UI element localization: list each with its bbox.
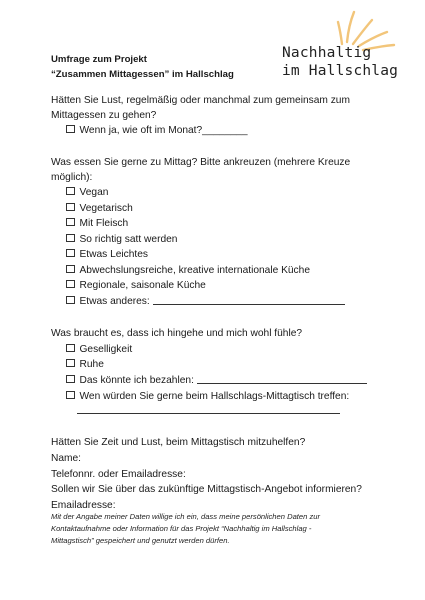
option-label: Vegetarisch bbox=[79, 203, 133, 214]
q1-option[interactable] bbox=[66, 124, 248, 138]
checkbox[interactable] bbox=[66, 280, 75, 289]
q2-option-vegetarisch[interactable] bbox=[66, 202, 133, 216]
email-label: Emailadresse: bbox=[51, 500, 116, 511]
option-label: Wen würden Sie gerne beim Hallschlags-Mittagtisch treffen: bbox=[79, 391, 350, 402]
survey-title bbox=[51, 52, 234, 82]
checkbox[interactable] bbox=[66, 249, 75, 258]
checkbox[interactable] bbox=[66, 265, 75, 274]
q2-option-anderes[interactable] bbox=[66, 295, 345, 309]
option-label: Etwas Leichtes bbox=[79, 249, 149, 260]
q3-option-geselligkeit[interactable] bbox=[66, 343, 132, 357]
q3-option-ruhe[interactable] bbox=[66, 358, 104, 372]
logo-line-1: Nachhaltig bbox=[282, 45, 372, 61]
treffen-answer-line[interactable] bbox=[77, 405, 340, 414]
checkbox[interactable] bbox=[66, 375, 75, 384]
option-label: Etwas anderes: bbox=[79, 296, 153, 307]
q1-question-line-1: Hätten Sie Lust, regelmäßig oder manchmal zum gemeinsam zum bbox=[51, 95, 350, 106]
q2-question-line-1: Was essen Sie gerne zu Mittag? Bitte ankreuzen (mehrere Kreuze bbox=[51, 157, 351, 168]
checkbox[interactable] bbox=[66, 203, 75, 212]
q2-option-fleisch[interactable] bbox=[66, 217, 128, 231]
phone-label: Telefonnr. oder Emailadresse: bbox=[51, 469, 186, 480]
logo-text bbox=[282, 44, 398, 80]
checkbox[interactable] bbox=[66, 218, 75, 227]
option-label: So richtig satt werden bbox=[79, 234, 178, 245]
checkbox[interactable] bbox=[66, 391, 75, 400]
option-label: Geselligkeit bbox=[79, 344, 133, 355]
q2-option-vegan[interactable] bbox=[66, 186, 108, 200]
option-label: Mit Fleisch bbox=[79, 218, 129, 229]
q2-option-international[interactable] bbox=[66, 264, 310, 278]
q3-question: Was braucht es, dass ich hingehe und mich wohl fühle? bbox=[51, 328, 303, 339]
option-label: Ruhe bbox=[79, 359, 104, 370]
checkbox[interactable] bbox=[66, 296, 75, 305]
title-line-1: Umfrage zum Projekt bbox=[51, 54, 147, 65]
q2-option-regional[interactable] bbox=[66, 279, 206, 293]
q2-option-satt[interactable] bbox=[66, 233, 177, 247]
consent-line-3: Mittagstisch” gespeichert und genutzt werden dürfen. bbox=[51, 536, 230, 545]
checkbox[interactable] bbox=[66, 359, 75, 368]
option-label: Vegan bbox=[79, 187, 109, 198]
q3-option-treffen[interactable] bbox=[66, 390, 349, 404]
inform-question: Sollen wir Sie über das zukünftige Mittagstisch-Angebot informieren? bbox=[51, 484, 362, 495]
q2-option-leicht[interactable] bbox=[66, 248, 148, 262]
q2-question-line-2: möglich): bbox=[51, 172, 93, 183]
consent-line-2: Kontaktaufnahme oder Information für das Projekt “Nachhaltig im Hallschlag - bbox=[51, 524, 312, 533]
help-question: Hätten Sie Zeit und Lust, beim Mittagstisch mitzuhelfen? bbox=[51, 437, 306, 448]
q1-question-line-2: Mittagessen zu gehen? bbox=[51, 110, 157, 121]
q3-option-bezahlen[interactable] bbox=[66, 374, 367, 388]
answer-line[interactable] bbox=[197, 375, 367, 384]
title-line-2: “Zusammen Mittagessen” im Hallschlag bbox=[51, 69, 234, 80]
checkbox[interactable] bbox=[66, 234, 75, 243]
logo-line-2: im Hallschlag bbox=[282, 63, 399, 79]
checkbox[interactable] bbox=[66, 125, 75, 134]
checkbox[interactable] bbox=[66, 187, 75, 196]
name-label: Name: bbox=[51, 453, 82, 464]
answer-line[interactable] bbox=[153, 296, 345, 305]
consent-text bbox=[51, 511, 320, 547]
option-label: Das könnte ich bezahlen: bbox=[79, 375, 197, 386]
consent-line-1: Mit der Angabe meiner Daten willige ich ein, dass meine persönlichen Daten zur bbox=[51, 512, 321, 521]
option-label: Abwechslungsreiche, kreative internationale Küche bbox=[79, 265, 310, 276]
option-label: Regionale, saisonale Küche bbox=[79, 280, 206, 291]
project-logo bbox=[282, 8, 402, 83]
checkbox[interactable] bbox=[66, 344, 75, 353]
q1-option-label: Wenn ja, wie oft im Monat?________ bbox=[79, 125, 248, 136]
